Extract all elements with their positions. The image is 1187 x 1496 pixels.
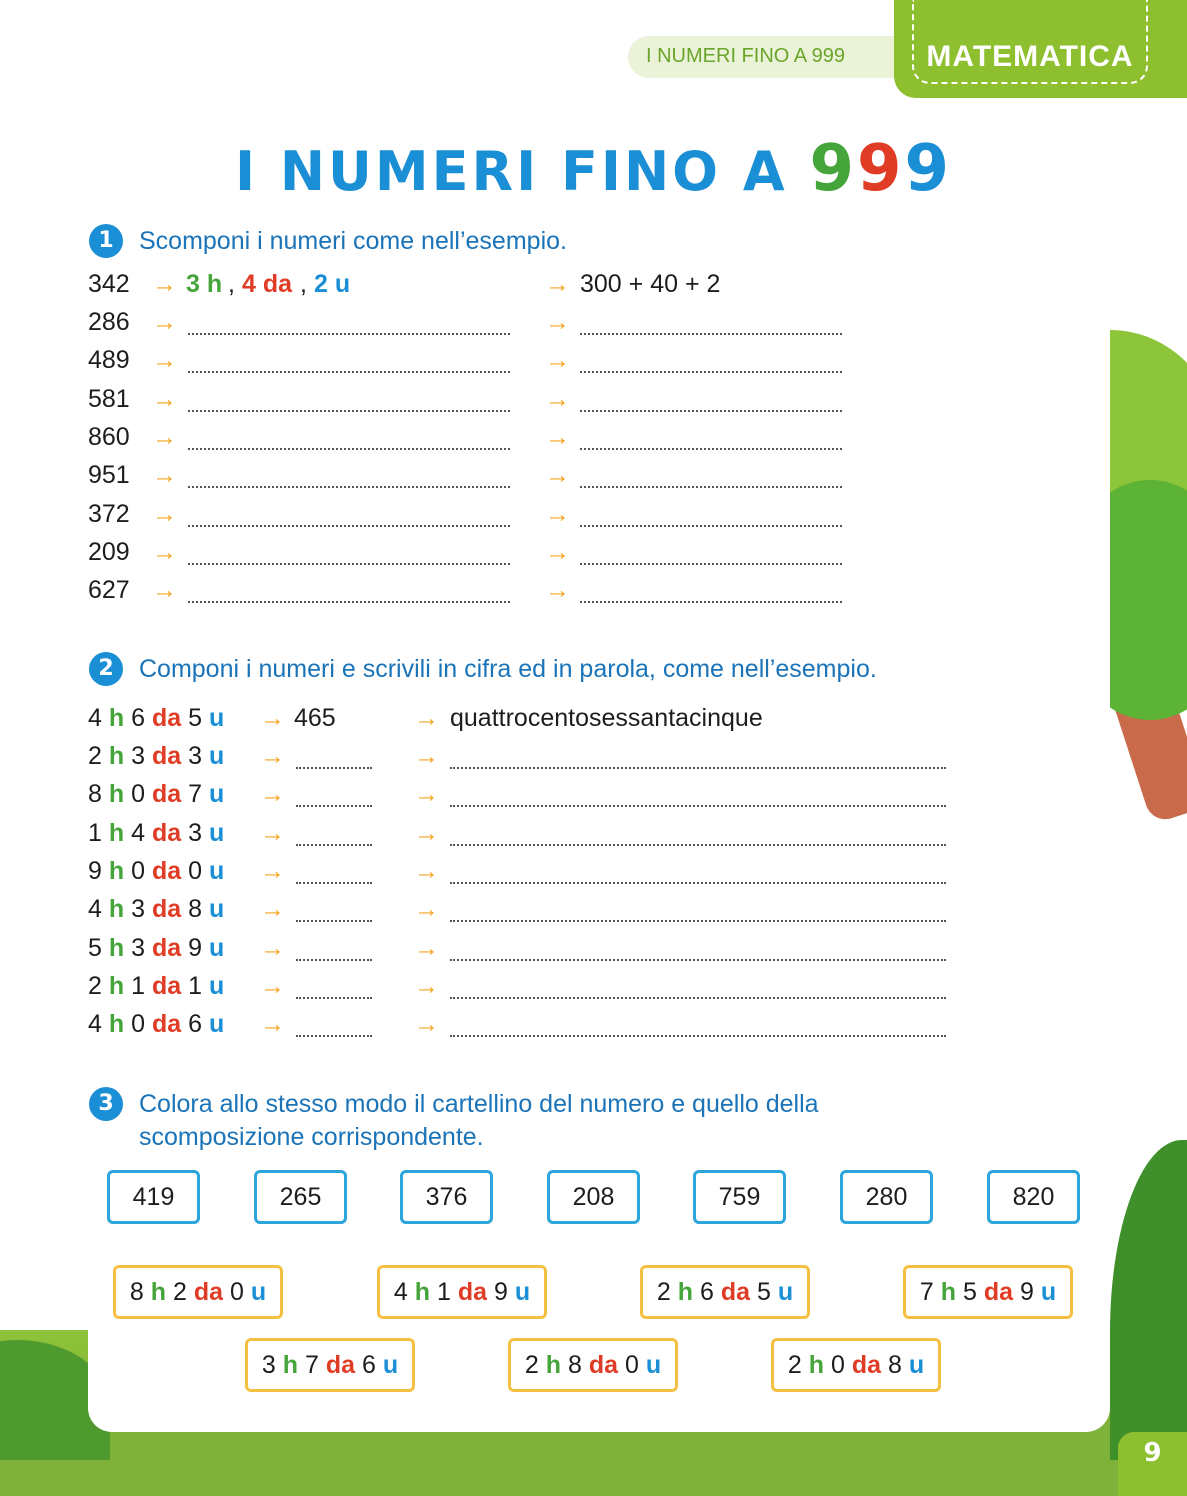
units-label: u [208,933,225,962]
units-label: u [208,856,225,885]
answer-line-decomposition[interactable] [188,600,510,603]
hundreds-digit: 8 [88,780,102,809]
row-number: 581 [88,384,130,413]
composition [88,855,224,887]
number-card[interactable]: 419 [107,1170,200,1224]
tens-digit: 2 [172,1278,187,1306]
section-pill-label: I NUMERI FINO A 999 [646,45,845,67]
tens-digit: 1 [436,1278,451,1306]
arrow-icon: → [545,576,570,605]
answer-line-decomposition[interactable] [188,370,510,373]
answer-line-parola[interactable] [450,958,946,961]
exercise-number-badge: 2 [89,652,123,686]
units-label: u [208,818,225,847]
arrow-icon: → [545,461,570,490]
hundreds-label: h [808,1351,825,1379]
tens-digit: 8 [567,1351,582,1379]
hundreds-label: h [545,1351,562,1379]
tens-digit: 3 [131,742,145,770]
hundreds-label: h [108,704,125,732]
arrow-icon: → [414,1010,439,1039]
hundreds-label: h [108,1010,125,1039]
exercise2-row [0,817,1187,849]
tens-digit: 5 [962,1278,977,1306]
units-digit: 6 [188,1010,202,1039]
units-digit: 1 [188,971,202,1000]
hundreds-digit: 7 [919,1278,934,1306]
hundreds-label: h [108,818,125,847]
hundreds-digit: 2 [88,742,102,770]
arrow-icon: → [260,780,285,809]
arrow-icon: → [414,856,439,885]
answer-line-cifra[interactable] [296,843,372,846]
arrow-icon: → [414,895,439,924]
tens-label: da [325,1351,356,1379]
row-number: 951 [88,461,130,490]
tens-label: da [151,895,182,924]
answer-line-expanded[interactable] [580,370,842,373]
tens-digit: 0 [830,1351,845,1379]
exercise2-row [0,740,1187,772]
hundreds-label: h [108,971,125,1000]
units-label: u [208,704,225,732]
answer-line-expanded[interactable] [580,600,842,603]
example-number: 342 [88,270,130,298]
arrow-icon: → [545,308,570,336]
arrow-icon: → [414,971,439,1000]
answer-line-cifra[interactable] [296,958,372,961]
example-units: 2 u [314,270,351,298]
units-digit: 6 [361,1351,376,1379]
arrow-icon: → [545,499,570,528]
tens-label: da [151,1010,182,1039]
hundreds-label: h [108,742,125,770]
composition [88,1008,224,1040]
hundreds-label: h [940,1278,957,1306]
arrow-icon: → [260,704,285,732]
page-title [0,132,1187,206]
units-digit: 0 [229,1278,244,1306]
hundreds-digit: 4 [88,895,102,924]
decomposition-card[interactable] [113,1265,283,1319]
bush-right [1110,1140,1187,1460]
units-label: u [208,971,225,1000]
answer-line-parola[interactable] [450,996,946,999]
tens-label: da [151,704,182,732]
units-digit: 8 [887,1351,902,1379]
hundreds-label: h [108,780,125,809]
answer-line-decomposition[interactable] [188,562,510,565]
tens-digit: 4 [131,818,145,847]
title-digit-green: 9 [809,132,857,206]
title-digit-blue: 9 [904,132,953,206]
number-card[interactable]: 820 [987,1170,1080,1224]
arrow-icon: → [152,537,177,566]
units-label: u [382,1351,399,1379]
units-label: u [1040,1278,1057,1306]
tens-label: da [151,818,182,847]
units-digit: 9 [188,933,202,962]
answer-line-cifra[interactable] [296,1034,372,1037]
hundreds-label: h [108,895,125,924]
hundreds-label: h [414,1278,431,1306]
answer-line-cifra[interactable] [296,766,372,769]
arrow-icon: → [152,461,177,490]
answer-line-expanded[interactable] [580,562,842,565]
tens-digit: 0 [131,1010,145,1039]
example-cifra: 465 [294,704,336,732]
instruction-line: Colora allo stesso modo il cartellino del numero e quello della [139,1090,819,1118]
exercise1-row [0,383,1187,415]
number-card[interactable]: 759 [693,1170,786,1224]
hundreds-label: h [150,1278,167,1306]
example-tens: 4 da [242,270,293,298]
tens-label: da [193,1278,224,1306]
hundreds-digit: 9 [88,856,102,885]
decomposition-card[interactable] [640,1265,810,1319]
arrow-icon: → [414,742,439,770]
tens-label: da [151,742,182,770]
answer-line-parola[interactable] [450,843,946,846]
units-label: u [208,780,225,809]
tens-digit: 6 [131,704,145,732]
exercise-number-badge: 3 [89,1087,123,1121]
units-digit: 3 [188,818,202,847]
answer-line-cifra[interactable] [296,804,372,807]
exercise2-row [0,1008,1187,1040]
example-composition [88,702,224,734]
subject-tab-label: MATEMATICA [926,40,1134,73]
number-card[interactable]: 265 [254,1170,347,1224]
arrow-icon: → [260,971,285,1000]
answer-line-parola[interactable] [450,881,946,884]
exercise1-row [0,421,1187,453]
answer-line-decomposition[interactable] [188,447,510,450]
answer-line-expanded[interactable] [580,447,842,450]
hundreds-digit: 4 [88,1010,102,1039]
arrow-icon: → [152,384,177,413]
arrow-icon: → [152,576,177,605]
example-separator: , [300,270,307,298]
exercise1-row [0,459,1187,491]
answer-line-cifra[interactable] [296,881,372,884]
hundreds-digit: 1 [88,818,102,847]
units-label: u [250,1278,267,1306]
arrow-icon: → [545,346,570,375]
exercise1-row [0,344,1187,376]
answer-line-expanded[interactable] [580,409,842,412]
tens-digit: 0 [131,780,145,809]
units-label: u [208,742,225,770]
units-digit: 9 [1019,1278,1034,1306]
exercise1-row [0,574,1187,606]
tens-digit: 6 [699,1278,714,1306]
tens-label: da [720,1278,751,1306]
units-digit: 5 [756,1278,771,1306]
answer-line-parola[interactable] [450,766,946,769]
arrow-icon: → [545,537,570,566]
units-label: u [514,1278,531,1306]
exercise2-row [0,893,1187,925]
exercise1-row [0,306,1187,338]
arrow-icon: → [152,499,177,528]
units-label: u [208,1010,225,1039]
units-digit: 9 [493,1278,508,1306]
tens-digit: 7 [304,1351,319,1379]
answer-line-expanded[interactable] [580,485,842,488]
tens-digit: 3 [131,895,145,924]
row-number: 286 [88,308,130,336]
arrow-icon: → [260,818,285,847]
arrow-icon: → [260,856,285,885]
answer-line-expanded[interactable] [580,332,842,335]
answer-line-cifra[interactable] [296,996,372,999]
hundreds-digit: 2 [88,971,102,1000]
arrow-icon: → [152,346,177,375]
units-label: u [208,895,225,924]
hundreds-label: h [282,1351,299,1379]
example-separator: , [228,270,235,298]
tens-label: da [983,1278,1014,1306]
units-digit: 3 [188,742,202,770]
units-label: u [645,1351,662,1379]
tens-digit: 1 [131,971,145,1000]
arrow-icon: → [414,818,439,847]
arrow-icon: → [152,308,177,336]
example-hundreds: 3 h [186,270,223,298]
units-digit: 0 [624,1351,639,1379]
exercise2-row [0,855,1187,887]
hundreds-label: h [108,933,125,962]
answer-line-decomposition[interactable] [188,409,510,412]
hundreds-digit: 2 [787,1351,802,1379]
tens-label: da [151,856,182,885]
tens-label: da [151,780,182,809]
number-card[interactable]: 280 [840,1170,933,1224]
arrow-icon: → [152,422,177,451]
arrow-icon: → [545,422,570,451]
exercise2-instruction: Componi i numeri e scrivili in cifra ed in parola, come nell’esempio. [139,655,877,683]
answer-line-decomposition[interactable] [188,524,510,527]
units-digit: 0 [188,856,202,885]
arrow-icon: → [414,933,439,962]
page-number: 9 [1118,1432,1187,1496]
units-digit: 5 [188,704,202,732]
hundreds-label: h [108,856,125,885]
arrow-icon: → [260,895,285,924]
number-card[interactable]: 208 [547,1170,640,1224]
number-card[interactable]: 376 [400,1170,493,1224]
composition [88,932,224,964]
tens-label: da [151,971,182,1000]
exercise2-example-row [0,702,1187,734]
exercise2-row [0,970,1187,1002]
hundreds-digit: 4 [393,1278,408,1306]
answer-line-cifra[interactable] [296,919,372,922]
composition [88,893,224,925]
answer-line-expanded[interactable] [580,524,842,527]
exercise1-instruction: Scomponi i numeri come nell’esempio. [139,227,567,255]
answer-line-parola[interactable] [450,804,946,807]
decomposition-card[interactable] [903,1265,1073,1319]
arrow-icon: → [260,933,285,962]
composition [88,778,224,810]
units-digit: 8 [188,895,202,924]
hundreds-digit: 2 [524,1351,539,1379]
tens-label: da [851,1351,882,1379]
hundreds-digit: 8 [129,1278,144,1306]
arrow-icon: → [260,742,285,770]
tens-label: da [457,1278,488,1306]
arrow-icon: → [152,270,177,298]
units-label: u [908,1351,925,1379]
tens-label: da [151,933,182,962]
arrow-icon: → [414,780,439,809]
hundreds-digit: 4 [88,704,102,732]
tens-digit: 0 [131,856,145,885]
tens-label: da [588,1351,619,1379]
composition [88,740,224,772]
hundreds-digit: 2 [656,1278,671,1306]
tens-digit: 3 [131,933,145,962]
hundreds-digit: 3 [261,1351,276,1379]
example-expanded: 300 + 40 + 2 [580,270,721,298]
answer-line-parola[interactable] [450,919,946,922]
exercise2-row [0,778,1187,810]
composition [88,817,224,849]
composition [88,970,224,1002]
arrow-icon: → [545,384,570,413]
row-number: 627 [88,576,130,605]
answer-line-decomposition[interactable] [188,485,510,488]
title-digit-red: 9 [856,132,905,206]
exercise1-row [0,536,1187,568]
row-number: 860 [88,422,130,451]
instruction-line: scomposizione corrispondente. [139,1123,484,1151]
answer-line-parola[interactable] [450,1034,946,1037]
exercise1-row [0,498,1187,530]
decomposition-card[interactable] [377,1265,547,1319]
answer-line-decomposition[interactable] [188,332,510,335]
example-parola: quattrocentosessantacinque [450,704,763,732]
hundreds-digit: 5 [88,933,102,962]
units-label: u [777,1278,794,1306]
arrow-icon: → [545,270,570,298]
arrow-icon: → [260,1010,285,1039]
exercise1-example-row [0,268,1187,300]
exercise-number-badge: 1 [89,224,123,258]
decomposition-card[interactable] [771,1338,941,1392]
row-number: 209 [88,537,130,566]
decomposition-card[interactable] [245,1338,415,1392]
hundreds-label: h [677,1278,694,1306]
row-number: 372 [88,499,130,528]
exercise2-row [0,932,1187,964]
title-text: I NUMERI FINO A [234,140,810,203]
row-number: 489 [88,346,130,375]
decomposition-card[interactable] [508,1338,678,1392]
exercise3-instruction [139,1088,819,1154]
arrow-icon: → [414,704,439,732]
units-digit: 7 [188,780,202,809]
